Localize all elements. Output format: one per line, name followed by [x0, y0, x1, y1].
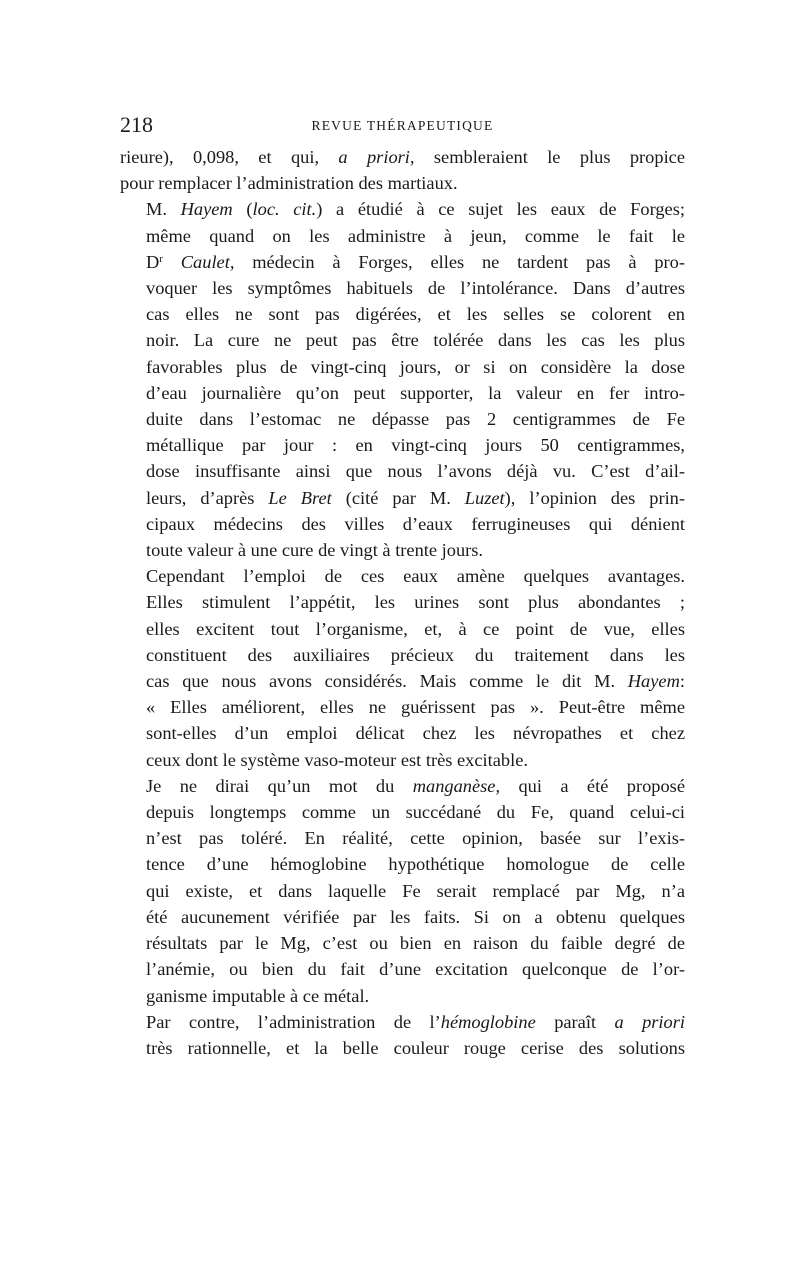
text-run: ganisme imputable à ce métal.	[146, 985, 370, 1006]
body-text	[120, 144, 685, 1061]
text-line	[120, 249, 685, 275]
text-line	[120, 930, 685, 956]
text-run: Cependant l’emploi de ces eaux amène quelques avantages.	[146, 566, 685, 587]
italic-text: Luzet	[464, 487, 505, 508]
text-line	[120, 563, 685, 589]
text-run: :	[679, 671, 685, 692]
running-title: REVUE THÉRAPEUTIQUE	[311, 118, 494, 133]
text-line	[120, 485, 685, 511]
italic-text: a priori	[614, 1011, 685, 1032]
text-run: M.	[146, 199, 181, 220]
italic-text: hémoglobine	[440, 1011, 536, 1032]
text-run: qui a été proposé	[500, 775, 686, 796]
text-line	[120, 380, 685, 406]
text-line	[120, 432, 685, 458]
text-line	[120, 196, 685, 222]
text-run: qui existe, et dans laquelle Fe serait remplacé par Mg, n’a	[146, 880, 685, 901]
text-run: (	[232, 199, 253, 220]
text-run: médecin à Forges, elles ne tardent pas à pro-	[234, 251, 685, 272]
text-run	[163, 252, 181, 272]
text-run: Par contre, l’administration de l’	[146, 1011, 441, 1032]
text-line	[120, 694, 685, 720]
text-line	[120, 747, 685, 773]
text-run: cas elles ne sont pas digérées, et les selles se colorent en	[146, 304, 685, 325]
text-line	[120, 1035, 685, 1061]
text-run: dose insuffisante ainsi que nous l’avons déjà vu. C’est d’ail-	[146, 461, 685, 482]
text-run: pour remplacer l’administration des martiaux.	[120, 173, 458, 194]
text-run: duite dans l’estomac ne dépasse pas 2 centigrammes de Fe	[146, 409, 685, 430]
text-line	[120, 878, 685, 904]
text-run: rieure), 0,098, et qui,	[120, 147, 339, 167]
text-run: cas que nous avons considérés. Mais comme le dit M.	[146, 671, 628, 692]
text-line	[120, 1009, 685, 1035]
text-run: constituent des auxiliaires précieux du traitement dans les	[146, 644, 685, 665]
text-run: l’anémie, ou bien du fait d’une excitation quelconque de l’or-	[146, 959, 685, 980]
text-run: même quand on les administre à jeun, comme le fait le	[146, 225, 685, 246]
italic-text: Le Bret	[268, 487, 332, 508]
text-run: voquer les symptômes habituels de l’intolérance. Dans d’autres	[146, 278, 685, 299]
italic-text: Hayem	[180, 199, 233, 220]
paragraph	[120, 773, 685, 1009]
text-line	[120, 773, 685, 799]
text-line	[120, 511, 685, 537]
text-line	[120, 354, 685, 380]
text-line	[120, 170, 685, 196]
text-run: ), l’opinion des prin-	[504, 487, 685, 508]
text-run: ) a étudié à ce sujet les eaux de Forges;	[316, 199, 685, 220]
paragraph	[120, 196, 685, 563]
text-run: toute valeur à une cure de vingt à trente jours.	[146, 540, 484, 561]
text-run: résultats par le Mg, c’est ou bien en raison du faible degré de	[146, 933, 685, 954]
paragraph	[120, 563, 685, 773]
text-run: leurs, d’après	[146, 487, 269, 508]
text-line	[120, 668, 685, 694]
page-number: 218	[120, 112, 153, 137]
text-run: favorables plus de vingt-cinq jours, or si on considère la dose	[146, 356, 685, 377]
text-line	[120, 301, 685, 327]
text-run: cipaux médecins des villes d’eaux ferrugineuses qui dénient	[146, 513, 685, 534]
text-line	[120, 904, 685, 930]
text-run: très rationnelle, et la belle couleur rouge cerise des solutions	[146, 1037, 685, 1058]
italic-text: Hayem	[627, 671, 680, 692]
text-run: n’est pas toléré. En réalité, cette opinion, basée sur l’exis-	[146, 828, 685, 849]
text-line	[120, 144, 685, 170]
paragraph	[120, 144, 685, 196]
text-line	[120, 537, 685, 563]
italic-text: loc. cit.	[252, 199, 317, 220]
paragraph	[120, 1009, 685, 1061]
text-run: été aucunement vérifiée par les faits. Si on a obtenu quelques	[146, 906, 685, 927]
italic-text: Caulet,	[180, 251, 235, 272]
text-run: ceux dont le système vaso-moteur est très excitable.	[146, 749, 528, 770]
text-run: paraît	[535, 1011, 615, 1032]
text-run: (cité par M.	[331, 487, 465, 508]
text-line	[120, 458, 685, 484]
text-line	[120, 275, 685, 301]
text-line	[120, 223, 685, 249]
text-run: D	[146, 251, 160, 272]
superscript: r	[159, 252, 163, 265]
text-line	[120, 642, 685, 668]
text-line	[120, 799, 685, 825]
text-line	[120, 327, 685, 353]
text-line	[120, 956, 685, 982]
text-run: Elles stimulent l’appétit, les urines sont plus abondantes ;	[146, 592, 685, 613]
text-run: métallique par jour : en vingt-cinq jours 50 centigrammes,	[146, 435, 685, 456]
text-run: « Elles améliorent, elles ne guérissent pas ». Peut-être même	[146, 697, 685, 718]
text-line	[120, 825, 685, 851]
text-run: sembleraient le plus propice	[414, 147, 686, 167]
text-line	[120, 406, 685, 432]
text-run: Je ne dirai qu’un mot du	[146, 775, 413, 796]
text-run: sont-elles d’un emploi délicat chez les névropathes et chez	[146, 723, 685, 744]
text-line	[120, 851, 685, 877]
text-run: noir. La cure ne peut pas être tolérée dans les cas les plus	[146, 330, 685, 351]
italic-text: a priori,	[338, 147, 415, 167]
text-line	[120, 983, 685, 1009]
page-header	[120, 110, 685, 144]
book-page	[120, 110, 685, 1061]
text-run: d’eau journalière qu’on peut supporter, la valeur en fer intro-	[146, 382, 685, 403]
text-line	[120, 589, 685, 615]
text-line	[120, 720, 685, 746]
text-run: elles excitent tout l’organisme, et, à ce point de vue, elles	[146, 618, 685, 639]
italic-text: manganèse,	[412, 775, 501, 796]
text-run: depuis longtemps comme un succédané du Fe, quand celui-ci	[146, 802, 685, 823]
text-line	[120, 616, 685, 642]
text-run: tence d’une hémoglobine hypothétique homologue de celle	[146, 854, 685, 875]
